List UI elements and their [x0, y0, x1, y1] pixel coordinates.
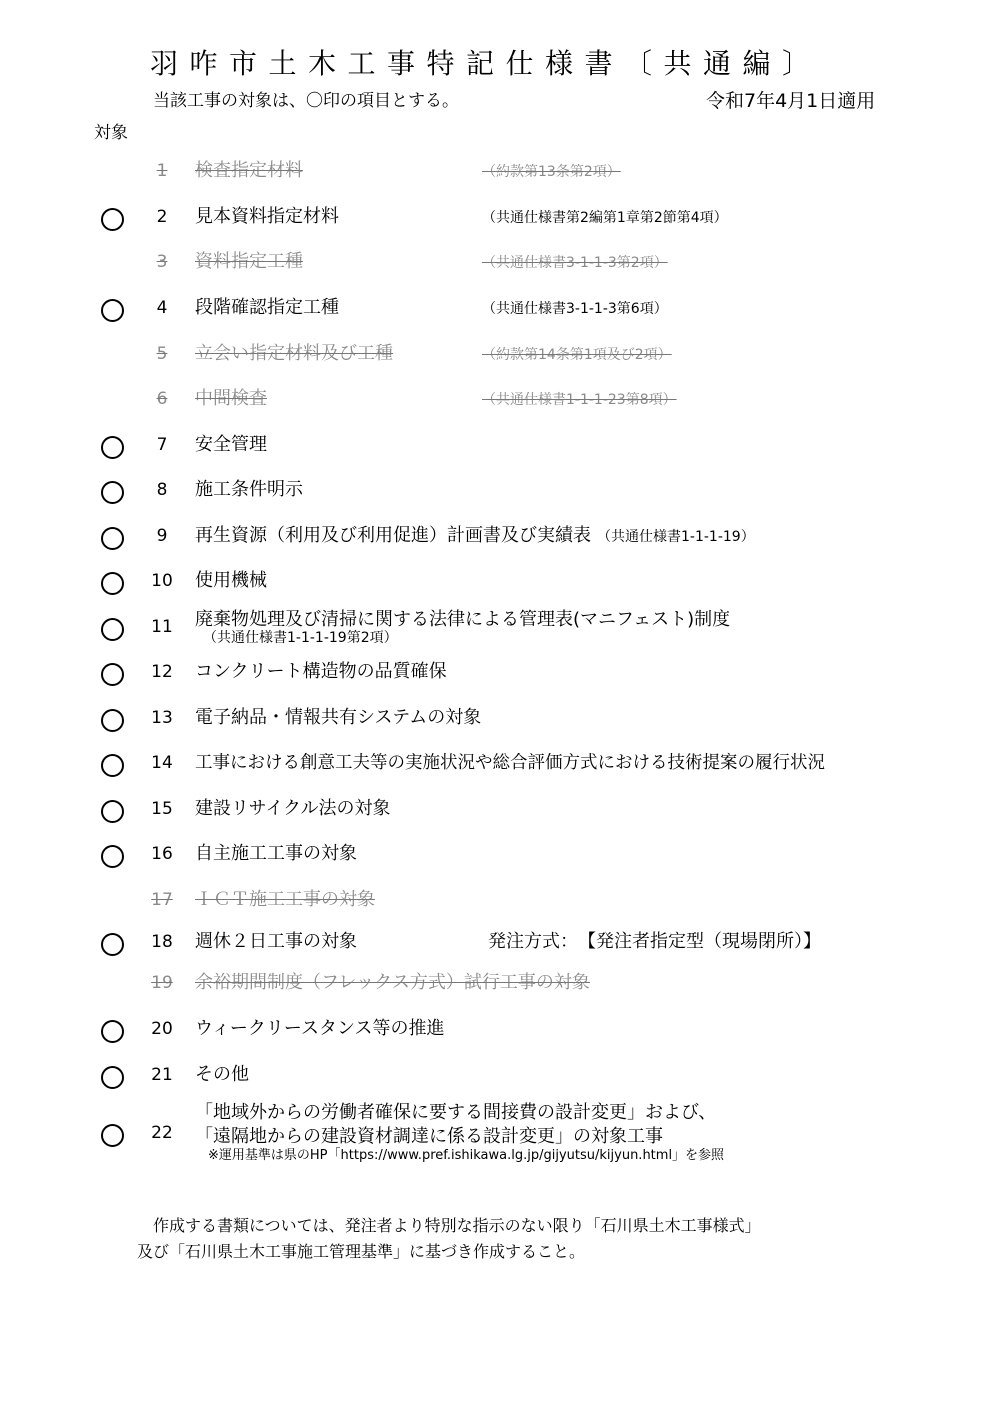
item-reference: （共通仕様書3-1-1-3第2項）	[482, 255, 668, 271]
item-number: 22	[151, 1123, 173, 1143]
item-number: 5	[156, 344, 168, 364]
document-subtitle: 当該工事の対象は、〇印の項目とする。	[153, 91, 459, 111]
item-label: その他	[195, 1064, 249, 1085]
item-row-5	[0, 336, 1000, 376]
item-label: 工事における創意工夫等の実施状況や総合評価方式における技術提案の履行状況	[195, 753, 825, 773]
selected-circle-icon	[101, 800, 124, 823]
item-row-22	[0, 1102, 1000, 1167]
item-label: 施工条件明示	[195, 479, 303, 500]
selected-circle-icon	[101, 845, 124, 868]
selected-circle-icon	[101, 481, 124, 504]
item-label: 廃棄物処理及び清掃に関する法律による管理表(マニフェスト)制度	[195, 609, 731, 630]
item-number: 19	[151, 973, 173, 993]
item-label: 資料指定工種	[195, 251, 303, 272]
item-label: 使用機械	[195, 570, 267, 591]
item-label-line1: 「地域外からの労働者確保に要する間接費の設計変更」および、	[195, 1102, 717, 1123]
selected-circle-icon	[101, 663, 124, 686]
item-row-15	[0, 791, 1000, 831]
item-number: 9	[156, 526, 168, 546]
item-number: 4	[156, 298, 168, 318]
item-label: 電子納品・情報共有システムの対象	[195, 707, 482, 728]
selected-circle-icon	[101, 709, 124, 732]
item-row-18	[0, 924, 1000, 964]
item-label: ウィークリースタンス等の推進	[195, 1018, 445, 1039]
item-number: 17	[151, 890, 173, 910]
item-row-7	[0, 427, 1000, 467]
item-label: 立会い指定材料及び工種	[195, 343, 393, 364]
item-label: 自主施工工事の対象	[195, 843, 357, 864]
document-title: 羽咋市土木工事特記仕様書〔共通編〕	[150, 47, 822, 80]
item-number: 14	[151, 753, 173, 773]
item-number: 20	[151, 1019, 173, 1039]
item-label: 再生資源（利用及び利用促進）計画書及び実績表	[195, 525, 591, 546]
selected-circle-icon	[101, 1020, 124, 1043]
item-row-1	[0, 153, 1000, 193]
item-label: 中間検査	[195, 388, 267, 409]
item-label: コンクリート構造物の品質確保	[195, 661, 447, 682]
item-row-9	[0, 518, 1000, 558]
item-row-19	[0, 965, 1000, 1005]
selected-circle-icon	[101, 572, 124, 595]
item-label: 週休２日工事の対象	[195, 931, 357, 952]
item-row-3	[0, 244, 1000, 284]
item-label: ＩＣＴ施工工事の対象	[195, 889, 375, 910]
item-row-14	[0, 745, 1000, 785]
item-number: 3	[156, 252, 168, 272]
selected-circle-icon	[101, 618, 124, 641]
item-row-4	[0, 290, 1000, 330]
item-number: 15	[151, 799, 173, 819]
item-row-16	[0, 836, 1000, 876]
item-row-13	[0, 700, 1000, 740]
item-number: 1	[156, 161, 168, 181]
item-label: 見本資料指定材料	[195, 206, 339, 227]
item-label-group	[195, 523, 755, 550]
item-row-6	[0, 381, 1000, 421]
footer-text-line1: 作成する書類については、発注者より特別な指示のない限り「石川県土木工事様式」	[153, 1216, 761, 1235]
item-reference: （共通仕様書第2編第1章第2節第4項）	[482, 210, 728, 226]
item-row-2	[0, 199, 1000, 239]
item-number: 16	[151, 844, 173, 864]
item-row-12	[0, 654, 1000, 694]
selected-circle-icon	[101, 1124, 124, 1147]
item-number: 21	[151, 1065, 173, 1085]
item-reference: （共通仕様書3-1-1-3第6項）	[482, 301, 668, 317]
item-number: 8	[156, 480, 168, 500]
item-label: 余裕期間制度（フレックス方式）試行工事の対象	[195, 972, 590, 993]
item-reference: （共通仕様書1-1-1-19）	[597, 529, 755, 545]
selected-circle-icon	[101, 754, 124, 777]
item-row-21	[0, 1057, 1000, 1097]
selected-circle-icon	[101, 933, 124, 956]
item-reference: （共通仕様書1-1-1-23第8項）	[482, 392, 677, 408]
selected-circle-icon	[101, 299, 124, 322]
selected-circle-icon	[101, 1066, 124, 1089]
item-label-line2: 「遠隔地からの建設資材調達に係る設計変更」の対象工事	[195, 1126, 663, 1147]
item-number: 13	[151, 708, 173, 728]
item-row-8	[0, 472, 1000, 512]
selected-circle-icon	[101, 208, 124, 231]
item-label: 検査指定材料	[195, 160, 303, 181]
item-number: 18	[151, 932, 173, 952]
item-row-11	[0, 609, 1000, 649]
target-column-header: 対象	[94, 123, 128, 143]
item-row-17	[0, 882, 1000, 922]
item-reference: （約款第14条第1項及び2項）	[482, 347, 672, 363]
item-reference: （約款第13条第2項）	[482, 164, 621, 180]
order-method: 発注方式： 【発注者指定型（現場閉所）】	[488, 931, 821, 952]
selected-circle-icon	[101, 527, 124, 550]
item-row-20	[0, 1011, 1000, 1051]
item-label: 建設リサイクル法の対象	[195, 798, 391, 819]
item-number: 11	[151, 617, 173, 637]
item-number: 2	[156, 207, 168, 227]
item-label: 段階確認指定工種	[195, 297, 339, 318]
item-number: 12	[151, 662, 173, 682]
item-number: 10	[151, 571, 173, 591]
item-reference: （共通仕様書1-1-1-19第2項）	[203, 630, 398, 646]
effective-date: 令和7年4月1日適用	[706, 90, 876, 112]
selected-circle-icon	[101, 436, 124, 459]
footer-text-line2: 及び「石川県土木工事施工管理基準」に基づき作成すること。	[137, 1242, 586, 1261]
item-number: 6	[156, 389, 168, 409]
item-row-10	[0, 563, 1000, 603]
item-note: ※運用基準は県のHP「https://www.pref.ishikawa.lg.jp/gijyutsu/kijyun.html」を参照	[208, 1148, 725, 1163]
item-number: 7	[156, 435, 168, 455]
item-label: 安全管理	[195, 434, 267, 455]
